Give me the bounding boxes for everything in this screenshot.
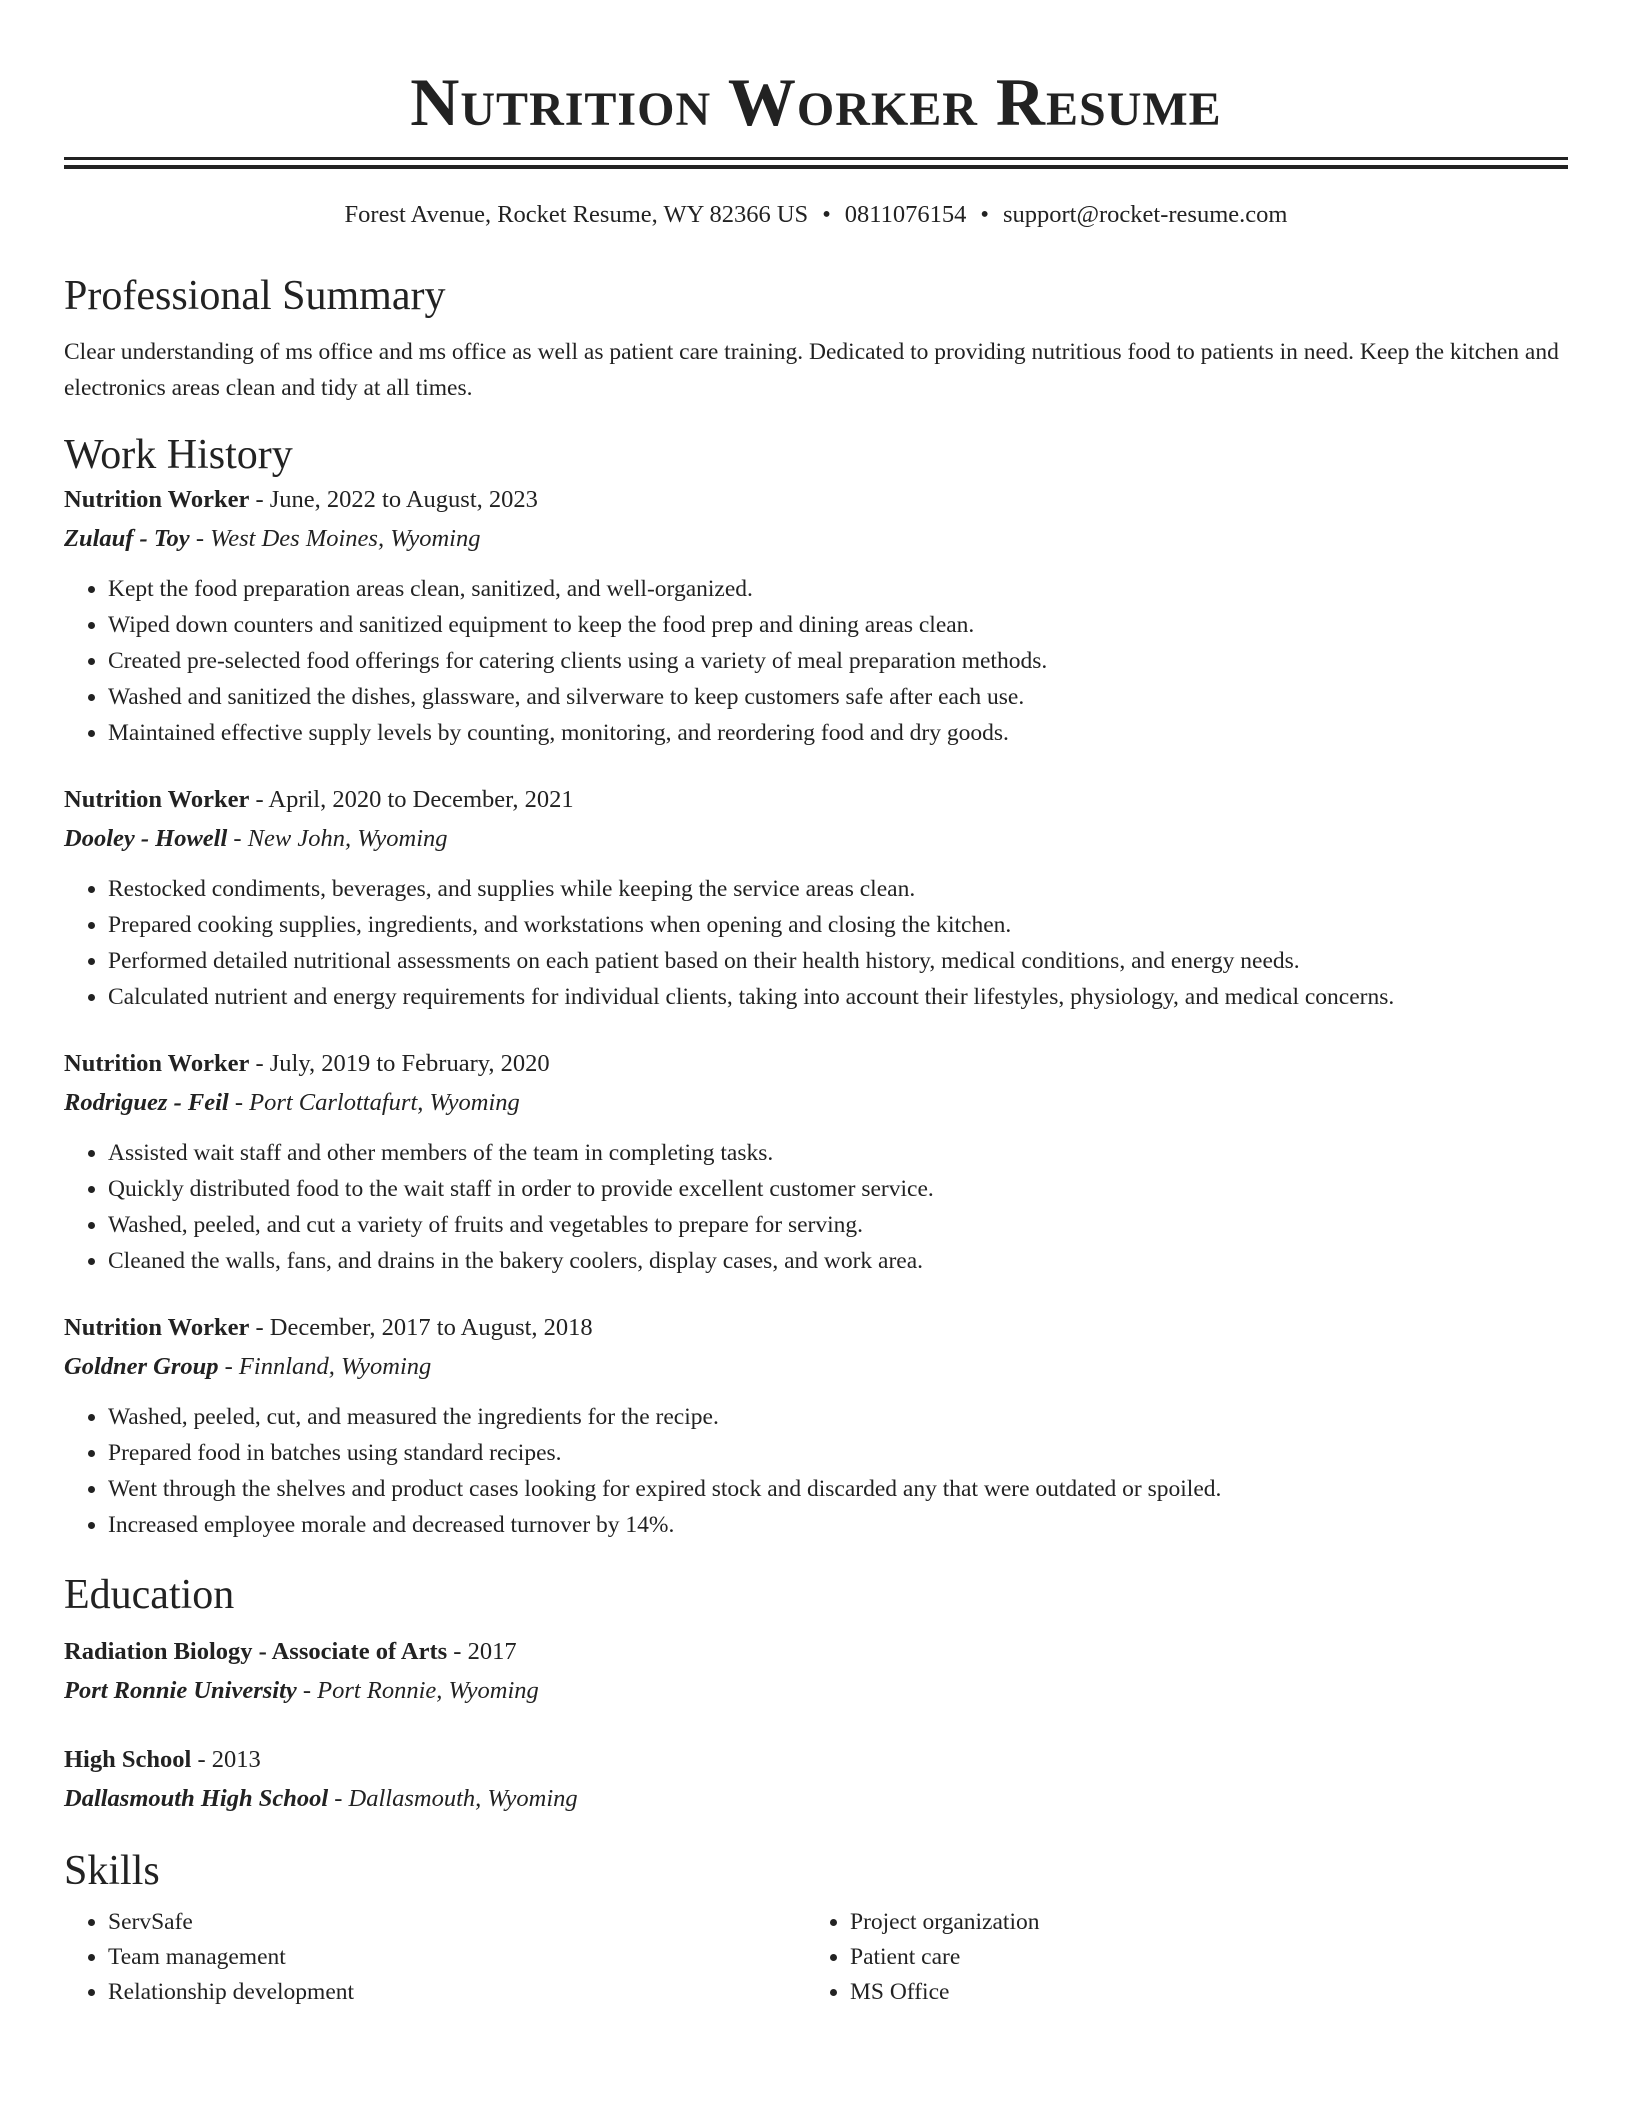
contact-address: Forest Avenue, Rocket Resume, WY 82366 US bbox=[344, 201, 809, 228]
summary-text: Clear understanding of ms office and ms office as well as patient care training. Dedicated to providing nutritious food to patients in need. Keep the kitchen and electronics areas clean and tidy at all times. bbox=[64, 339, 1559, 401]
job-title-line bbox=[64, 1045, 1568, 1083]
job-title: Nutrition Worker bbox=[64, 1314, 250, 1341]
job-dates: - April, 2020 to December, 2021 bbox=[249, 786, 574, 813]
education-degree-line bbox=[64, 1633, 1568, 1671]
contact-separator: • bbox=[822, 201, 831, 228]
education-degree-line bbox=[64, 1741, 1568, 1779]
education-entry bbox=[64, 1633, 1568, 1711]
job-duty: • Restocked condiments, beverages, and supplies while keeping the service areas clean. bbox=[108, 871, 1568, 907]
job-duties bbox=[64, 1399, 1568, 1543]
resume-page bbox=[64, 0, 1568, 2010]
job-dates: - June, 2022 to August, 2023 bbox=[249, 486, 538, 513]
skill-item: • MS Office bbox=[850, 1975, 1548, 2010]
job-duty: • Calculated nutrient and energy requirements for individual clients, taking into account their lifestyles, physiology, and medical concerns. bbox=[108, 979, 1568, 1015]
job-duty: • Prepared food in batches using standard recipes. bbox=[108, 1435, 1568, 1471]
job-title: Nutrition Worker bbox=[64, 486, 250, 513]
job-company-line bbox=[64, 519, 1568, 559]
job-duty: • Assisted wait staff and other members of the team in completing tasks. bbox=[108, 1135, 1568, 1171]
job-duties bbox=[64, 1135, 1568, 1279]
contact-line bbox=[64, 199, 1568, 231]
section-heading-work-history: Work History bbox=[64, 432, 293, 478]
job-company-line bbox=[64, 1347, 1568, 1387]
job-duty: • Quickly distributed food to the wait staff in order to provide excellent customer service. bbox=[108, 1171, 1568, 1207]
job-duties bbox=[64, 871, 1568, 1015]
job-location: - Finnland, Wyoming bbox=[218, 1353, 432, 1380]
job-location: - Port Carlottafurt, Wyoming bbox=[228, 1089, 520, 1116]
education-entry bbox=[64, 1741, 1568, 1819]
section-heading-summary: Professional Summary bbox=[64, 273, 446, 319]
education-school: Port Ronnie University bbox=[64, 1677, 297, 1704]
contact-separator: • bbox=[980, 201, 989, 228]
section-heading-skills: Skills bbox=[64, 1848, 160, 1894]
job-entry bbox=[64, 1045, 1568, 1279]
title-divider-thick bbox=[64, 165, 1568, 169]
job-company: Goldner Group bbox=[64, 1353, 219, 1380]
job-title-line bbox=[64, 1309, 1568, 1347]
job-duty: • Created pre-selected food offerings for catering clients using a variety of meal preparation methods. bbox=[108, 643, 1568, 679]
skills-list bbox=[64, 1905, 1568, 2010]
job-title: Nutrition Worker bbox=[64, 1050, 250, 1077]
work-history-list bbox=[64, 481, 1568, 1543]
job-duty: • Went through the shelves and product cases looking for expired stock and discarded any that were outdated or spoiled. bbox=[108, 1471, 1568, 1507]
job-duty: • Kept the food preparation areas clean, sanitized, and well-organized. bbox=[108, 571, 1568, 607]
contact-email[interactable]: support@rocket-resume.com bbox=[1002, 201, 1288, 228]
job-dates: - December, 2017 to August, 2018 bbox=[249, 1314, 593, 1341]
education-degree: Radiation Biology - Associate of Arts bbox=[64, 1638, 448, 1665]
job-duty: • Washed, peeled, cut, and measured the ingredients for the recipe. bbox=[108, 1399, 1568, 1435]
job-duty: • Washed and sanitized the dishes, glassware, and silverware to keep customers safe after each use. bbox=[108, 679, 1568, 715]
contact-phone: 0811076154 bbox=[844, 201, 967, 228]
skill-item: • Project organization bbox=[850, 1905, 1548, 1940]
skills-column-right bbox=[806, 1905, 1548, 2010]
job-duty: • Cleaned the walls, fans, and drains in the bakery coolers, display cases, and work area. bbox=[108, 1243, 1568, 1279]
education-school-line bbox=[64, 1671, 1568, 1711]
job-location: - West Des Moines, Wyoming bbox=[189, 525, 481, 552]
job-entry bbox=[64, 781, 1568, 1015]
job-duty: • Maintained effective supply levels by counting, monitoring, and reordering food and dry goods. bbox=[108, 715, 1568, 751]
job-duty: • Increased employee morale and decreased turnover by 14%. bbox=[108, 1507, 1568, 1543]
education-school-line bbox=[64, 1779, 1568, 1819]
job-company: Dooley - Howell bbox=[64, 825, 228, 852]
page-title: Nutrition Worker Resume bbox=[410, 64, 1222, 140]
job-duty: • Performed detailed nutritional assessments on each patient based on their health history, medical conditions, and energy needs. bbox=[108, 943, 1568, 979]
job-entry bbox=[64, 481, 1568, 751]
job-duty: • Wiped down counters and sanitized equipment to keep the food prep and dining areas clean. bbox=[108, 607, 1568, 643]
skill-item: • Team management bbox=[108, 1940, 806, 1975]
job-duty: • Washed, peeled, and cut a variety of fruits and vegetables to prepare for serving. bbox=[108, 1207, 1568, 1243]
job-title: Nutrition Worker bbox=[64, 786, 250, 813]
education-year: - 2017 bbox=[447, 1638, 517, 1665]
skills-column-left bbox=[64, 1905, 806, 2010]
job-company: Rodriguez - Feil bbox=[64, 1089, 229, 1116]
job-company-line bbox=[64, 1083, 1568, 1123]
job-company: Zulauf - Toy bbox=[64, 525, 190, 552]
job-entry bbox=[64, 1309, 1568, 1543]
title-divider-thin bbox=[64, 157, 1568, 160]
education-location: - Port Ronnie, Wyoming bbox=[296, 1677, 539, 1704]
job-title-line bbox=[64, 781, 1568, 819]
job-duty: • Prepared cooking supplies, ingredients, and workstations when opening and closing the kitchen. bbox=[108, 907, 1568, 943]
skill-item: • Relationship development bbox=[108, 1975, 806, 2010]
job-title-line bbox=[64, 481, 1568, 519]
education-location: - Dallasmouth, Wyoming bbox=[328, 1785, 578, 1812]
job-location: - New John, Wyoming bbox=[227, 825, 448, 852]
section-heading-education: Education bbox=[64, 1572, 235, 1618]
job-company-line bbox=[64, 819, 1568, 859]
job-dates: - July, 2019 to February, 2020 bbox=[249, 1050, 550, 1077]
title-divider bbox=[64, 157, 1568, 169]
job-duties bbox=[64, 571, 1568, 751]
education-school: Dallasmouth High School bbox=[64, 1785, 329, 1812]
education-year: - 2013 bbox=[191, 1746, 261, 1773]
education-degree: High School bbox=[64, 1746, 192, 1773]
skill-item: • ServSafe bbox=[108, 1905, 806, 1940]
skill-item: • Patient care bbox=[850, 1940, 1548, 1975]
